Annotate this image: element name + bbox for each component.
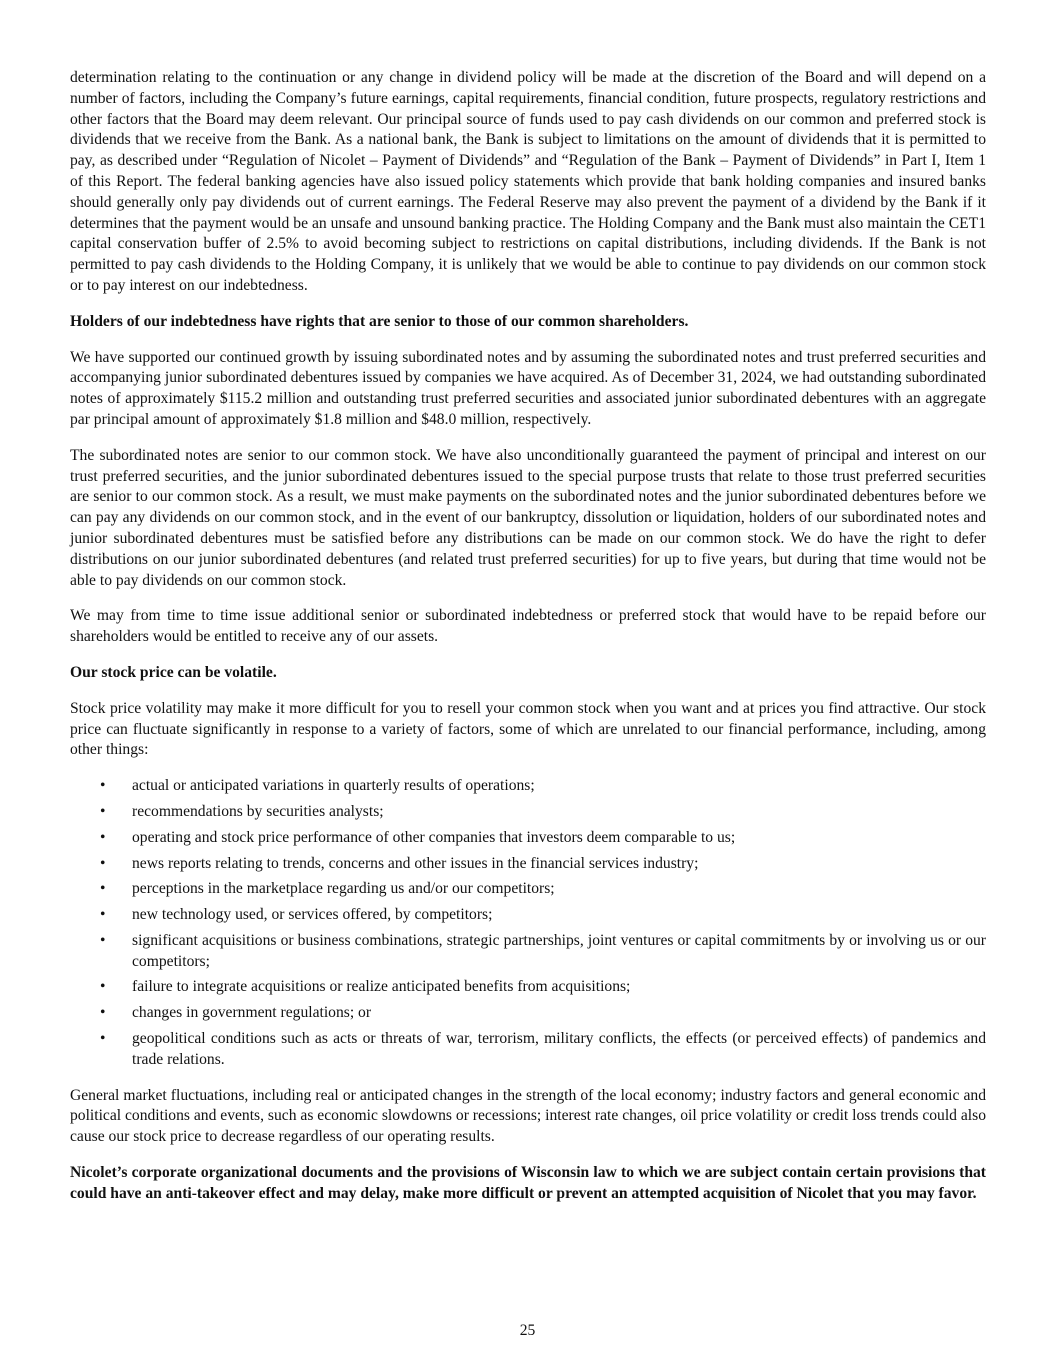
- bullet-icon: •: [100, 854, 106, 872]
- list-item: [70, 931, 986, 973]
- list-item: [70, 1003, 986, 1024]
- page-number: 25: [519, 1322, 536, 1339]
- document-page: [70, 68, 986, 1220]
- bullet-icon: •: [100, 802, 106, 820]
- list-item-text: new technology used, or services offered, by competitors;: [132, 906, 493, 924]
- list-item-text: recommendations by securities analysts;: [132, 802, 384, 820]
- list-item: [70, 828, 986, 849]
- list-item-text: failure to integrate acquisitions or realize anticipated benefits from acquisitions;: [132, 978, 631, 996]
- paragraph-additional-indebtedness: We may from time to time issue additional senior or subordinated indebtedness or preferred stock that would have to be repaid before our shareholders would be entitled to receive any of our assets.: [70, 607, 986, 646]
- list-item: [70, 905, 986, 926]
- bullet-icon: •: [100, 880, 106, 898]
- paragraph-stock-price-volatility: Stock price volatility may make it more difficult for you to resell your common stock when you want and at prices you find attractive. Our stock price can fluctuate significantly in response to a variety of factors, some of which are unrelated to our financial performance, including, among other things:: [70, 699, 986, 759]
- heading-anti-takeover: Nicolet’s corporate organizational documents and the provisions of Wisconsin law to which we are subject contain certain provisions that could have an anti-takeover effect and may delay, make more difficult or prevent an attempted acquisition of Nicolet that you may favor.: [70, 1164, 986, 1202]
- list-item-text: geopolitical conditions such as acts or threats of war, terrorism, military conflicts, the effects (or perceived effects) of pandemics and trade relations.: [132, 1030, 986, 1068]
- volatility-factors-list: [70, 776, 986, 1071]
- list-item: [70, 854, 986, 875]
- paragraph-subordinated-notes: We have supported our continued growth by issuing subordinated notes and by assuming the subordinated notes and trust preferred securities and accompanying junior subordinated debentures issued by companies we have acquired. As of December 31, 2024, we had outstanding subordinated notes of approximately $115.2 million and outstanding trust preferred securities and associated junior subordinated debentures with an aggregate par principal amount of approximately $1.8 million and $48.0 million, respectively.: [70, 348, 986, 428]
- bullet-icon: •: [100, 777, 106, 795]
- list-item: [70, 802, 986, 823]
- bullet-icon: •: [100, 906, 106, 924]
- bullet-icon: •: [100, 828, 106, 846]
- list-item-text: actual or anticipated variations in quarterly results of operations;: [132, 777, 535, 795]
- list-item-text: perceptions in the marketplace regarding us and/or our competitors;: [132, 880, 555, 898]
- paragraph-dividend-policy: determination relating to the continuation or any change in dividend policy will be made at the discretion of the Board and will depend on a number of factors, including the Company’s future earnings, capital requirements, financial condition, future prospects, regulatory restrictions and other factors that the Board may deem relevant. Our principal source of funds used to pay cash dividends on our common and preferred stock is dividends that we receive from the Bank. As a national bank, the Bank is subject to limitations on the amount of dividends that it is permitted to pay, as described under “Regulation of Nicolet – Payment of Dividends” and “Regulation of the Bank – Payment of Dividends” in Part I, Item 1 of this Report. The federal banking agencies have also issued policy statements which provide that bank holding companies and insured banks should generally only pay dividends out of current earnings. The Federal Reserve may also prevent the payment of a dividend by the Bank if it determines that the payment would be an unsafe and unsound banking practice. The Holding Company and the Bank must also maintain the CET1 capital conservation buffer of 2.5% to avoid becoming subject to restrictions on capital distributions, including dividends. If the Bank is not permitted to pay cash dividends to the Holding Company, it is unlikely that we would be able to continue to pay dividends on our common stock or to pay interest on our indebtedness.: [70, 69, 986, 294]
- paragraph-senior-to-common-stock: The subordinated notes are senior to our common stock. We have also unconditionally guaranteed the payment of principal and interest on our trust preferred securities, and the junior subordinated debentures issued to the special purpose trusts that relate to those trust preferred securities are senior to our common stock. As a result, we must make payments on the subordinated notes and the junior subordinated debentures before we can pay any dividends on our common stock, and in the event of our bankruptcy, dissolution or liquidation, holders of our subordinated notes and junior subordinated debentures must be satisfied before any distributions can be made on our common stock. We do have the right to defer distributions on our junior subordinated debentures (and related trust preferred securities) for up to five years, but during that time would not be able to pay dividends on our common stock.: [70, 446, 986, 589]
- bullet-icon: •: [100, 931, 106, 949]
- list-item-text: operating and stock price performance of other companies that investors deem comparable to us;: [132, 828, 736, 846]
- heading-indebtedness-rights: Holders of our indebtedness have rights that are senior to those of our common shareholders.: [70, 312, 689, 330]
- bullet-icon: •: [100, 978, 106, 996]
- list-item: [70, 977, 986, 998]
- paragraph-general-market-fluctuations: General market fluctuations, including real or anticipated changes in the strength of the local economy; industry factors and general economic and political conditions and events, such as economic slowdowns or recessions; interest rate changes, oil price volatility or credit loss trends could also cause our stock price to decrease regardless of our operating results.: [70, 1086, 986, 1146]
- list-item-text: significant acquisitions or business combinations, strategic partnerships, joint ventures or capital commitments by or involving us or our competitors;: [132, 931, 986, 970]
- bullet-icon: •: [100, 1004, 106, 1022]
- list-item-text: news reports relating to trends, concerns and other issues in the financial services industry;: [132, 854, 699, 872]
- list-item: [70, 879, 986, 900]
- bullet-icon: •: [100, 1030, 106, 1048]
- heading-stock-price-volatile: Our stock price can be volatile.: [70, 663, 277, 681]
- list-item: [70, 1029, 986, 1071]
- list-item-text: changes in government regulations; or: [132, 1004, 372, 1022]
- list-item: [70, 776, 986, 797]
